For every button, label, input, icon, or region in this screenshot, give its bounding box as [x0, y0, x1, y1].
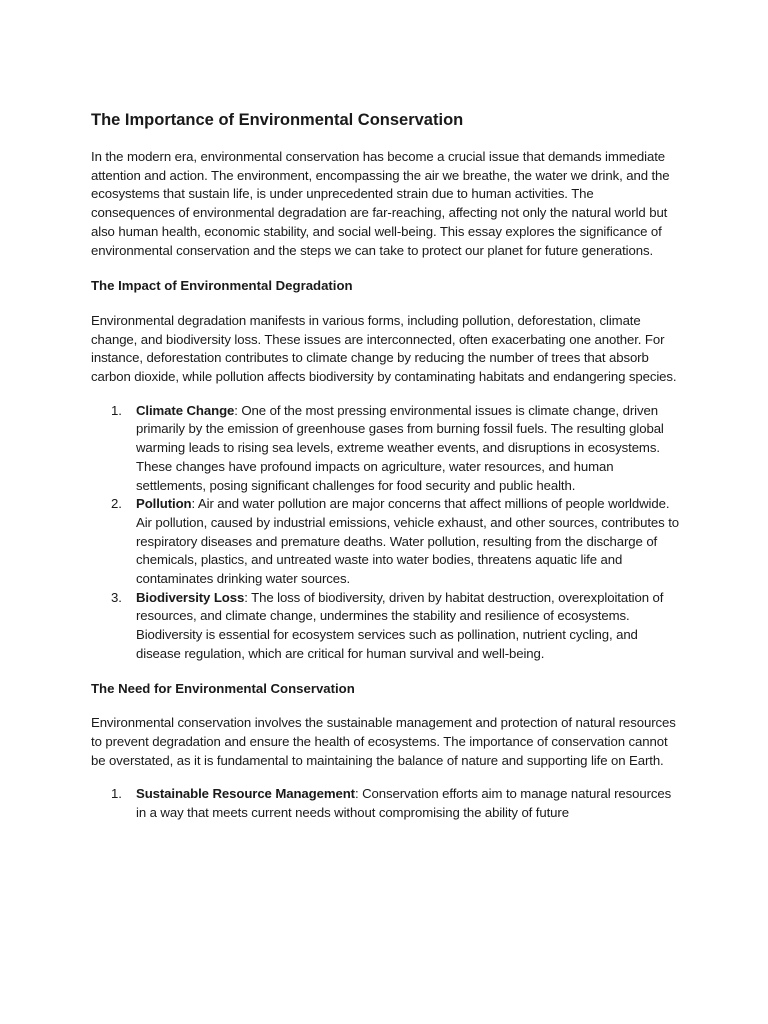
numbered-list-need — [91, 785, 681, 822]
section-paragraph-impact: Environmental degradation manifests in various forms, including pollution, deforestation, climate change, and biodiversity loss. These issues are interconnected, often exacerbating one another. For instance, deforestation contributes to climate change by reducing the number of trees that absorb carbon dioxide, while pollution affects biodiversity by contaminating habitats and endangering species. — [91, 312, 677, 385]
list-item — [91, 785, 681, 822]
list-number: 1. — [111, 786, 122, 802]
intro-paragraph: In the modern era, environmental conservation has become a crucial issue that demands immediate attention and action. The environment, encompassing the air we breathe, the water we drink, and the ecosystems that sustain life, is under unprecedented strain due to human activities. The consequences of environmental degradation are far-reaching, affecting not only the natural world but also human health, economic stability, and social well-being. This essay explores the significance of environmental conservation and the steps we can take to protect our planet for future generations. — [91, 149, 670, 258]
list-number: 2. — [111, 496, 122, 512]
list-item-text: : Air and water pollution are major concerns that affect millions of people worldwide. Air pollution, caused by industrial emissions, vehicle exhaust, and other sources, contributes to respiratory diseases and premature deaths. Water pollution, resulting from the discharge of chemicals, plastics, and untreated waste into water bodies, threatens aquatic life and contaminates drinking water sources. — [136, 496, 680, 587]
list-item-term: Biodiversity Loss — [136, 589, 245, 605]
list-number: 1. — [111, 402, 122, 418]
document-title: The Importance of Environmental Conservation — [91, 111, 464, 129]
list-item-text: : One of the most pressing environmental issues is climate change, driven primarily by the emission of greenhouse gases from burning fossil fuels. The resulting global warming leads to rising sea levels, extreme weather events, and disruptions in ecosystems. These changes have profound impacts on agriculture, water resources, and human settlements, posing significant challenges for food security and public health. — [136, 402, 664, 493]
list-item-term: Sustainable Resource Management — [136, 786, 355, 802]
list-item-text: : The loss of biodiversity, driven by habitat destruction, overexploitation of resources, and climate change, undermines the stability and resilience of ecosystems. Biodiversity is essential for ecosystem services such as pollination, nutrient cycling, and disease regulation, which are critical for human survival and well-being. — [136, 589, 664, 661]
list-number: 3. — [111, 589, 122, 605]
section-paragraph-need: Environmental conservation involves the sustainable management and protection of natural resources to prevent degradation and ensure the health of ecosystems. The importance of conservation cannot be overstated, as it is fundamental to maintaining the balance of nature and supporting life on Earth. — [91, 715, 676, 768]
section-heading-need: The Need for Environmental Conservation — [91, 680, 355, 696]
list-item-term: Climate Change — [136, 402, 235, 418]
document-page — [91, 110, 681, 839]
section-heading-impact: The Impact of Environmental Degradation — [91, 278, 353, 294]
list-item-term: Pollution — [136, 496, 192, 512]
numbered-list-impact — [91, 402, 681, 664]
list-item — [91, 495, 681, 589]
list-item — [91, 402, 681, 496]
list-item — [91, 589, 681, 664]
list-item-text: : Conservation efforts aim to manage natural resources in a way that meets current needs without compromising the ability of future — [136, 786, 672, 821]
